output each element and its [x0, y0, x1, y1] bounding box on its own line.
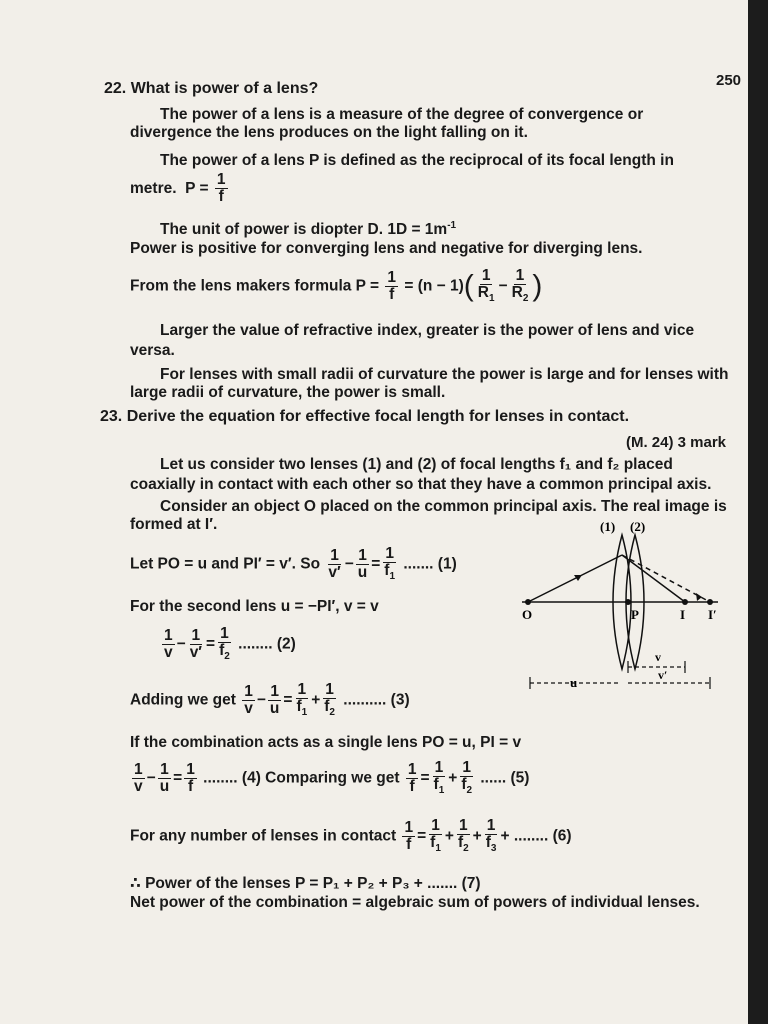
q23-second-lens: For the second lens u = −PI′, v = v — [130, 598, 379, 615]
q22-unit: The unit of power is diopter D. $1D = 1m^{-1}$ — [160, 220, 457, 239]
q23-para1-line2: coaxially in contact with each other so that they have a common principal axis. — [130, 476, 712, 493]
question-23-title: 23. Derive the equation for effective focal length for lenses in contact. — [100, 408, 630, 425]
q22-para4-line1: For lenses with small radii of curvature the power is large and for lenses with — [160, 366, 729, 383]
label-p: P — [631, 607, 639, 622]
point-p — [625, 599, 631, 605]
label-i: I — [680, 607, 686, 622]
incident-ray — [528, 555, 622, 602]
label-v-prime: v′ — [658, 668, 668, 682]
q23-eq4-eq5: $\frac{1}{v}$ − $\frac{1}{u}$ = $\frac{1}{f}$ ........ (4) Comparing we get $\frac{1}{f}$ = $\frac{1}{f_1}$ + $\frac{1}{f_2}$ ...... (5) — [134, 759, 530, 797]
page-number: 250 — [716, 72, 742, 89]
q23-para2-line1: Consider an object O placed on the common principal axis. The real image is — [160, 498, 727, 515]
q23-eq1: Let PO = u and PI′ = v′. So $\frac{1}{v'}$ − $\frac{1}{u}$ = $\frac{1}{f_1}$ ....... (1) — [130, 545, 457, 583]
q22-formula-power: metre. P = $\frac{1}{f}$ — [130, 171, 226, 206]
point-o — [525, 599, 531, 605]
lens1-label: (1) — [600, 519, 616, 534]
dashed-arrow — [696, 593, 702, 601]
q22-para3-line1: Larger the value of refractive index, greater is the power of lens and vice — [160, 322, 695, 339]
q23-eq7-power: ∴ Power of the lenses P = P₁ + P₂ + P₃ + ....... (7) — [130, 875, 481, 892]
q22-para1-line1: The power of a lens is a measure of the degree of convergence or — [160, 106, 644, 123]
marks-badge: (M. 24) 3 mark — [625, 434, 726, 451]
q23-para2-line2: formed at I′. — [130, 516, 218, 533]
q22-para2-line1: The power of a lens P is defined as the reciprocal of its focal length in — [160, 152, 674, 169]
label-i-prime: I′ — [708, 607, 717, 622]
q22-para3-line2: versa. — [130, 342, 175, 359]
q22-sign: Power is positive for converging lens and negative for diverging lens. — [130, 240, 643, 257]
lens-combination-diagram — [500, 515, 730, 695]
q22-lensmaker-formula: From the lens makers formula P = $\frac{1}{f}$ = (n − 1)( $\frac{1}{R_1}$ − $\frac{1}{R_2}$ ) — [130, 267, 543, 305]
q23-eq2: $\frac{1}{v}$ − $\frac{1}{v'}$ = $\frac{1}{f_2}$ ........ (2) — [164, 625, 296, 663]
point-i — [682, 599, 688, 605]
q23-net-power: Net power of the combination = algebraic sum of powers of individual lenses. — [130, 894, 700, 911]
q23-combination: If the combination acts as a single lens PO = u, PI = v — [130, 734, 522, 751]
q22-para4-line2: large radii of curvature, the power is small. — [130, 384, 446, 401]
question-22-title: 22. What is power of a lens? — [104, 80, 319, 97]
lens2-label: (2) — [630, 519, 646, 534]
label-o: O — [522, 607, 533, 622]
q23-eq3: Adding we get $\frac{1}{v}$ − $\frac{1}{u}$ = $\frac{1}{f_1}$ + $\frac{1}{f_2}$ .......... (3) — [130, 681, 410, 719]
q22-para1-line2: divergence the lens produces on the light falling on it. — [130, 124, 528, 141]
label-u: u — [570, 675, 578, 690]
q23-eq6: For any number of lenses in contact $\frac{1}{f}$ = $\frac{1}{f_1}$ + $\frac{1}{f_2}$ + $\frac{1}{f_3}$ + ........ (6) — [130, 817, 572, 855]
point-i-prime — [707, 599, 713, 605]
label-v: v — [655, 650, 661, 664]
q23-para1-line1: Let us consider two lenses (1) and (2) of focal lengths f₁ and f₂ placed — [160, 456, 673, 473]
